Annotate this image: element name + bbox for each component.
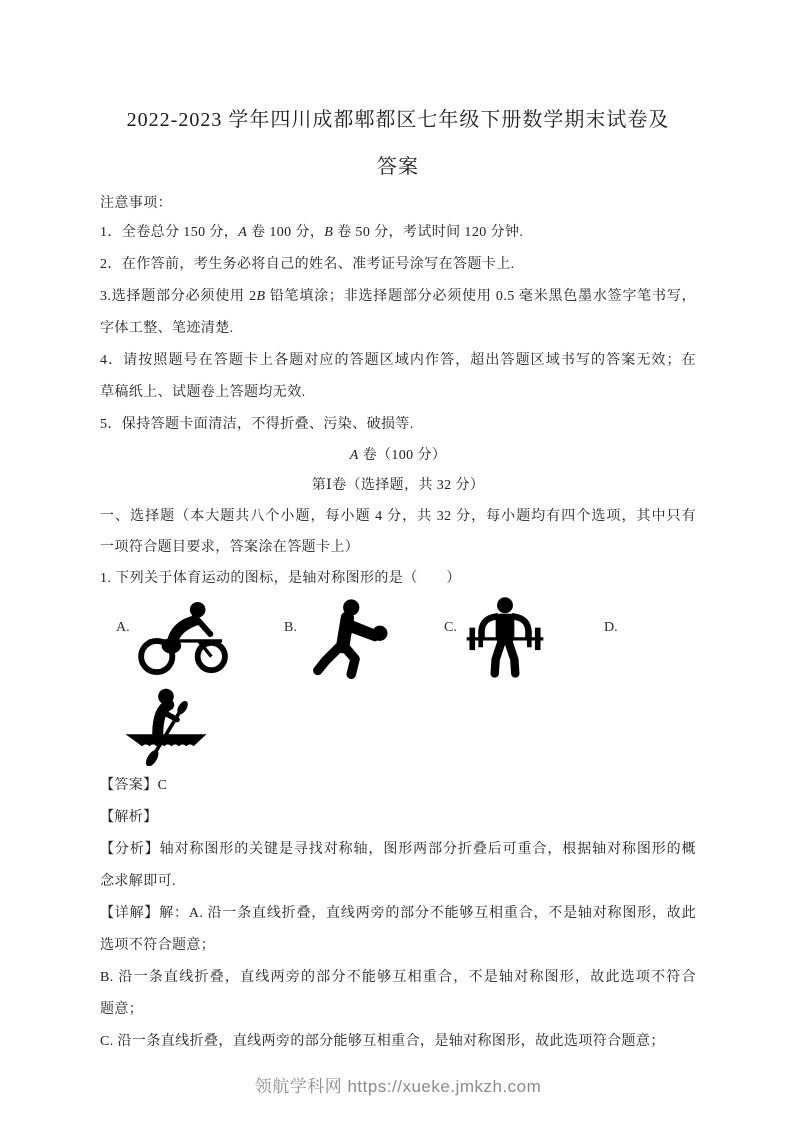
notice-line-4-cont: 草稿纸上、试题卷上答题均无效. bbox=[100, 385, 306, 400]
notice-line-3-cont: 字体工整、笔迹清楚. bbox=[100, 321, 234, 336]
option-c-label: C. bbox=[444, 620, 457, 635]
page-title bbox=[100, 97, 696, 191]
option-d-label: D. bbox=[604, 620, 618, 635]
notice-heading: 注意事项： bbox=[100, 196, 172, 211]
option-b-label: B. bbox=[284, 620, 297, 635]
question-1-options-row bbox=[100, 594, 696, 686]
detail-line-2: 选项不符合题意； bbox=[100, 938, 216, 953]
answer-line: 【答案】C bbox=[100, 778, 168, 793]
analysis-line-2: 念求解即可. bbox=[100, 874, 176, 889]
volleyball-icon bbox=[312, 597, 400, 679]
notice-line-1: 1．全卷总分 150 分，A 卷 100 分，B 卷 50 分，考试时间 120 分钟. bbox=[100, 225, 524, 240]
notice-line-2: 2．在作答前，考生务必将自己的姓名、准考证号涂写在答题卡上. bbox=[100, 257, 515, 272]
notice-line-4: 4．请按照题号在答题卡上各题对应的答题区域内作答，超出答题区域书写的答案无效；在 bbox=[100, 353, 696, 368]
footer-site-name: 领航学科网 bbox=[254, 1077, 343, 1096]
page-title-line-2: 答案 bbox=[377, 156, 419, 178]
question-1-text: 1. 下列关于体育运动的图标，是轴对称图形的是（ ） bbox=[100, 571, 461, 586]
detail-line-1: 【详解】解：A. 沿一条直线折叠，直线两旁的部分不能够互相重合，不是轴对称图形，故此 bbox=[100, 906, 696, 921]
footer-watermark bbox=[100, 1072, 696, 1097]
mc-intro-line-2: 一项符合题目要求，答案涂在答题卡上） bbox=[100, 540, 360, 555]
part1-heading: 第Ⅰ卷（选择题，共 32 分） bbox=[311, 478, 485, 493]
footer-site-url: https://xueke.jmkzh.com bbox=[347, 1077, 542, 1096]
mc-intro-line-1: 一、选择题（本大题共八个小题，每小题 4 分，共 32 分，每小题均有四个选项，其中只有 bbox=[100, 509, 696, 524]
notice-line-5: 5．保持答题卡面清洁，不得折叠、污染、破损等. bbox=[100, 417, 414, 432]
cycling-icon bbox=[136, 600, 234, 676]
section-a-heading: A 卷（100 分） bbox=[349, 448, 447, 463]
page-title-line-1: 2022-2023 学年四川成都郫都区七年级下册数学期末试卷及 bbox=[126, 109, 670, 131]
notice-line-3: 3.选择题部分必须使用 2B 铅笔填涂；非选择题部分必须使用 0.5 毫米黑色墨水签字笔书写， bbox=[100, 289, 697, 304]
rowing-icon bbox=[120, 686, 212, 766]
option-d-figure bbox=[100, 686, 696, 770]
weightlifting-icon bbox=[462, 595, 548, 679]
detail-line-5: C. 沿一条直线折叠，直线两旁的部分能够互相重合，是轴对称图形，故此选项符合题意； bbox=[100, 1034, 665, 1049]
option-a-label: A. bbox=[116, 620, 130, 635]
explanation-heading: 【解析】 bbox=[100, 810, 158, 825]
detail-line-3: B. 沿一条直线折叠，直线两旁的部分不能够互相重合，不是轴对称图形，故此选项不符合 bbox=[100, 970, 696, 985]
analysis-line-1: 【分析】轴对称图形的关键是寻找对称轴，图形两部分折叠后可重合，根据轴对称图形的概 bbox=[100, 842, 696, 857]
detail-line-4: 题意； bbox=[100, 1002, 144, 1017]
